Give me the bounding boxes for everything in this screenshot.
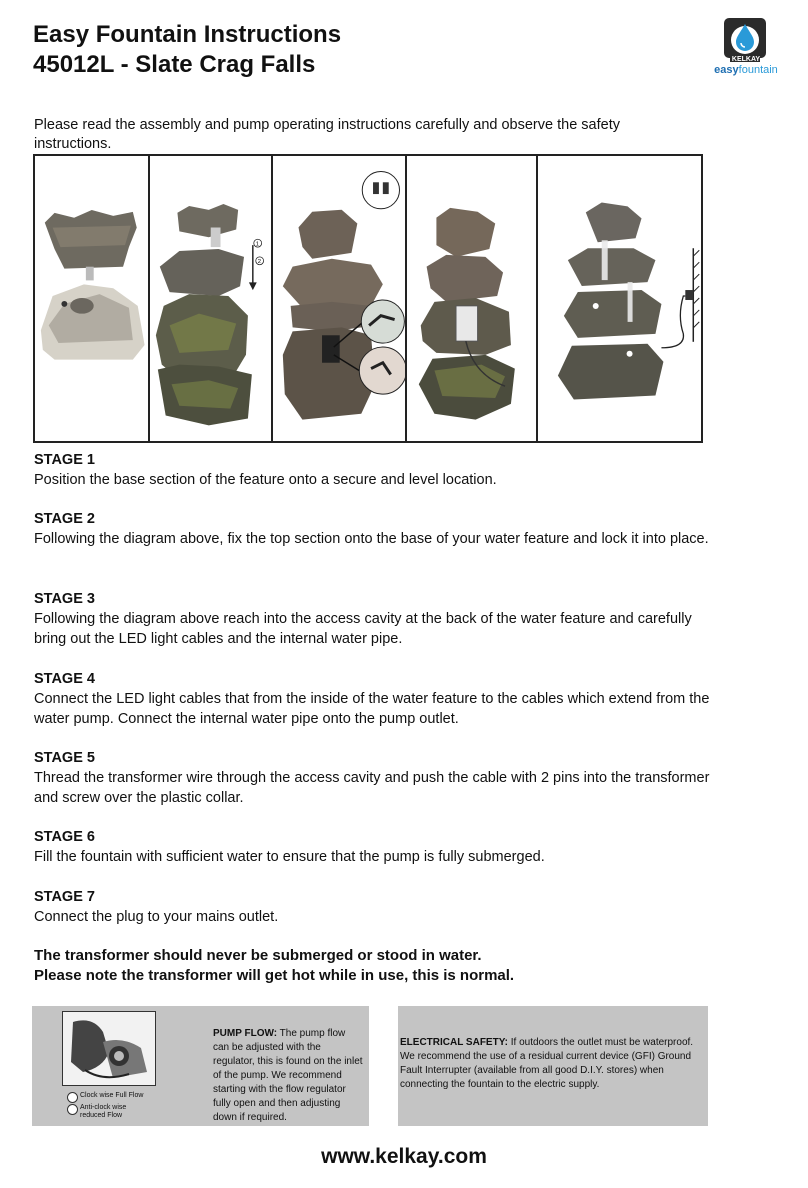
diagram-panel-2 bbox=[150, 156, 272, 441]
water-drop-icon bbox=[724, 18, 766, 58]
stage-5 bbox=[34, 749, 714, 808]
document-title bbox=[33, 20, 341, 80]
warning-line-2: Please note the transformer will get hot while in use, this is normal. bbox=[34, 967, 515, 984]
diagram-panel-3 bbox=[273, 156, 407, 441]
logo-fountain-text: fountain bbox=[738, 64, 778, 76]
stage-heading: STAGE 7 bbox=[34, 889, 95, 905]
pump-flow-body: The pump flow can be adjusted with the regulator, this is found on the inlet of the pump. We recommend starting with the flow regulator fully open and then adjusting down if required. bbox=[213, 1028, 363, 1123]
stage-1 bbox=[34, 451, 714, 490]
electrical-safety-box bbox=[398, 1006, 708, 1126]
electrical-safety-body: If outdoors the outlet must be waterproof. We recommend the use of a residual current device (GFI) Ground Fault Interrupter (available from all good D.I.Y. stores) when connecting the fountain to the electric supply. bbox=[400, 1037, 694, 1090]
electrical-safety-label: ELECTRICAL SAFETY: bbox=[400, 1037, 508, 1048]
stage-heading: STAGE 3 bbox=[34, 591, 95, 607]
legend-anticlockwise bbox=[80, 1104, 140, 1120]
detail-inset-lower bbox=[359, 347, 405, 394]
stage-heading: STAGE 2 bbox=[34, 511, 95, 527]
stage-text: Position the base section of the feature onto a secure and level location. bbox=[34, 472, 497, 488]
stage-text: Connect the plug to your mains outlet. bbox=[34, 909, 279, 925]
base-section-illustration bbox=[35, 156, 148, 441]
assembly-diagram bbox=[33, 154, 703, 443]
legend-clockwise-text: Clock wise Full Flow bbox=[80, 1092, 144, 1099]
diagram-panel-4 bbox=[407, 156, 537, 441]
stage-heading: STAGE 5 bbox=[34, 750, 95, 766]
diagram-panel-1 bbox=[35, 156, 150, 441]
access-cavity-illustration bbox=[273, 156, 405, 441]
clockwise-icon bbox=[67, 1092, 78, 1103]
arrow-step-1: 1 bbox=[256, 241, 260, 248]
stage-text: Connect the LED light cables that from the inside of the water feature to the cables which extend from the water pump. Connect the internal water pipe onto the pump outlet. bbox=[34, 691, 710, 727]
legend-clockwise bbox=[80, 1092, 143, 1100]
pipe-connection-illustration bbox=[407, 156, 535, 441]
legend-anticlockwise-text: Anti-clock wise reduced Flow bbox=[80, 1104, 127, 1119]
warning-line-1: The transformer should never be submerged or stood in water. bbox=[34, 947, 482, 964]
stacking-illustration bbox=[150, 156, 270, 441]
pump-regulator-photo bbox=[62, 1011, 156, 1086]
logo-badge bbox=[724, 18, 766, 58]
website-link[interactable]: www.kelkay.com bbox=[321, 1145, 487, 1168]
stage-4 bbox=[34, 670, 714, 729]
title-line-2: 45012L - Slate Crag Falls bbox=[33, 51, 316, 78]
stage-text: Following the diagram above, fix the top section onto the base of your water feature and lock it into place. bbox=[34, 531, 709, 547]
completed-fountain-illustration bbox=[538, 156, 701, 441]
title-line-1: Easy Fountain Instructions bbox=[33, 21, 342, 48]
logo-brand-text: KELKAY bbox=[731, 56, 761, 63]
rotate-arrow-icon bbox=[249, 239, 264, 290]
electrical-safety-text bbox=[400, 1036, 706, 1092]
intro-text: Please read the assembly and pump operating instructions carefully and observe the safety instructions. bbox=[34, 117, 620, 152]
logo-easy-text: easy bbox=[714, 64, 739, 76]
transformer-warning bbox=[34, 946, 514, 986]
stage-3 bbox=[34, 590, 714, 649]
diagram-panel-5 bbox=[538, 156, 701, 441]
stage-text: Following the diagram above reach into the access cavity at the back of the water feature and carefully bring out the LED light cables and the internal water pipe. bbox=[34, 611, 692, 647]
stage-text: Fill the fountain with sufficient water to ensure that the pump is fully submerged. bbox=[34, 849, 545, 865]
arrow-step-2: 2 bbox=[258, 259, 262, 266]
stage-2 bbox=[34, 510, 714, 549]
detail-inset-upper bbox=[361, 300, 404, 343]
stage-heading: STAGE 4 bbox=[34, 671, 95, 687]
pump-parts-inset bbox=[362, 172, 399, 209]
pump-flow-text bbox=[213, 1027, 363, 1125]
logo-product-text bbox=[706, 64, 786, 76]
stage-heading: STAGE 1 bbox=[34, 452, 95, 468]
pump-flow-label: PUMP FLOW: bbox=[213, 1028, 278, 1039]
stage-6 bbox=[34, 828, 714, 867]
anticlockwise-icon bbox=[67, 1104, 78, 1115]
kelkay-logo bbox=[706, 18, 786, 80]
stage-heading: STAGE 6 bbox=[34, 829, 95, 845]
wall-socket-icon bbox=[685, 248, 699, 342]
stage-text: Thread the transformer wire through the access cavity and push the cable with 2 pins into the transformer and screw over the plastic collar. bbox=[34, 770, 710, 806]
pump-flow-box bbox=[32, 1006, 369, 1126]
stage-7 bbox=[34, 888, 714, 927]
